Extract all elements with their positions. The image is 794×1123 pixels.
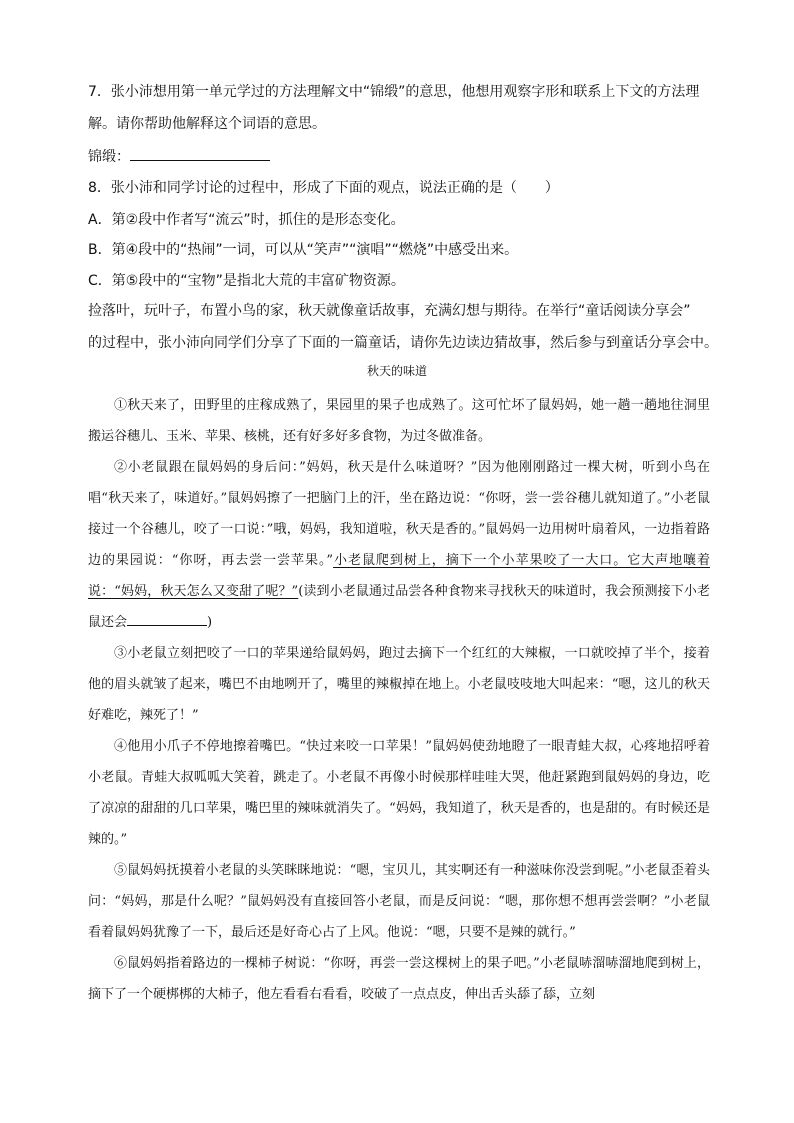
story-paragraph-4: ④他用小爪子不停地擦着嘴巴。“快过来咬一口苹果！”鼠妈妈使劲地瞪了一眼青蛙大叔，心疼地招呼着小老鼠。青蛙大叔呱呱大笑着，跳走了。小老鼠不再像小时候那样哇哇大哭，他赶紧跑到鼠妈妈的身边，吃了凉凉的甜甜的几口苹果，嘴巴里的辣味就消失了。“妈妈，我知道了，秋天是香的，也是甜的。有时候还是辣的。” [88, 739, 710, 847]
underlined-sentence: 小老鼠爬到树上，摘下一个小苹果咬了一大口。它大声地嚷着说：“妈妈，秋天怎么又变甜了呢？” [88, 553, 710, 599]
paragraph-2-text: ②小老鼠跟在鼠妈妈的身后问：”妈妈，秋天是什么味道呀？”因为他刚刚路过一棵大树，听到小鸟在唱“秋天来了，味道好。”鼠妈妈擦了一把脑门上的汗，坐在路边说：“你呀，尝一尝谷穗儿就知道了。”小老鼠接过一个谷穗儿，咬了一口说：”哦，妈妈，我知道啦，秋天是香的。”鼠妈妈一边用树叶扇着风，一边指着路边的果园说：“你呀，再去尝一尝苹果。” [88, 460, 710, 568]
option-b: B．第④段中的“热闹”一词，可以从“笑声”“演唱”“燃烧”中感受出来。 [88, 242, 519, 258]
story-body [88, 390, 710, 1010]
option-a: A．第②段中作者写“流云”时，抓住的是形态变化。 [88, 212, 405, 228]
question-7-line-2: 解。请你帮助他解释这个词语的意思。 [88, 116, 326, 132]
answer-label: 锦缎： [88, 149, 130, 165]
prediction-blank[interactable] [127, 611, 207, 626]
story-paragraph-1: ①秋天来了，田野里的庄稼成熟了，果园里的果子也成熟了。这可忙坏了鼠妈妈，她一趟一趟地往洞里搬运谷穗儿、玉米、苹果、核桃，还有好多好多食物，为过冬做准备。 [88, 398, 710, 444]
story-paragraph-5: ⑤鼠妈妈抚摸着小老鼠的头笑眯眯地说：“嗯，宝贝儿，其实啊还有一种滋味你没尝到呢。”小老鼠歪着头问：“妈妈，那是什么呢？”鼠妈妈没有直接回答小老鼠，而是反问说：“嗯，那你想不想再尝尝啊？”小老鼠看着鼠妈妈犹豫了一下，最后还是好奇心占了上风。他说：“嗯，只要不是辣的就行。” [88, 863, 710, 940]
question-8-stem: 8．张小沛和同学讨论的过程中，形成了下面的观点，说法正确的是（ ） [88, 180, 559, 196]
intro-line-1: 捡落叶，玩叶子，布置小鸟的家，秋天就像童话故事，充满幻想与期待。在举行“童话阅读分享会” [88, 303, 691, 319]
story-title: 秋天的味道 [366, 364, 427, 378]
question-7-line-1: 7．张小沛想用第一单元学过的方法理解文中“锦缎”的意思，他想用观察字形和联系上下文的方法理 [88, 84, 700, 100]
story-paragraph-6: ⑥鼠妈妈指着路边的一棵柿子树说：“你呀，再尝一尝这棵树上的果子吧。”小老鼠哧溜哧溜地爬到树上，摘下了一个硬梆梆的大柿子，他左看看右看看，咬破了一点点皮，伸出舌头舔了舔，立刻 [88, 956, 710, 1002]
prediction-close-paren: ) [207, 615, 213, 630]
intro-line-2: 的过程中，张小沛向同学们分享了下面的一篇童话，请你先边读边猜故事，然后参与到童话分享会中。 [88, 335, 718, 351]
story-paragraph-3: ③小老鼠立刻把咬了一口的苹果递给鼠妈妈，跑过去摘下一个红红的大辣椒，一口就咬掉了半个，接着他的眉头就皱了起来，嘴巴不由地咧开了，嘴里的辣椒掉在地上。小老鼠吱吱地大叫起来：“嗯，这儿的秋天好难吃，辣死了！” [88, 646, 710, 723]
prediction-prompt: (读到小老鼠通过品尝各种食物来寻找秋天的味道时，我会预测接下小老鼠还会 [88, 584, 711, 630]
story-paragraph-2 [88, 452, 710, 638]
answer-blank[interactable] [130, 146, 270, 161]
question-7-answer [88, 146, 710, 167]
option-c: C．第⑤段中的“宝物”是指北大荒的丰富矿物资源。 [88, 273, 405, 289]
